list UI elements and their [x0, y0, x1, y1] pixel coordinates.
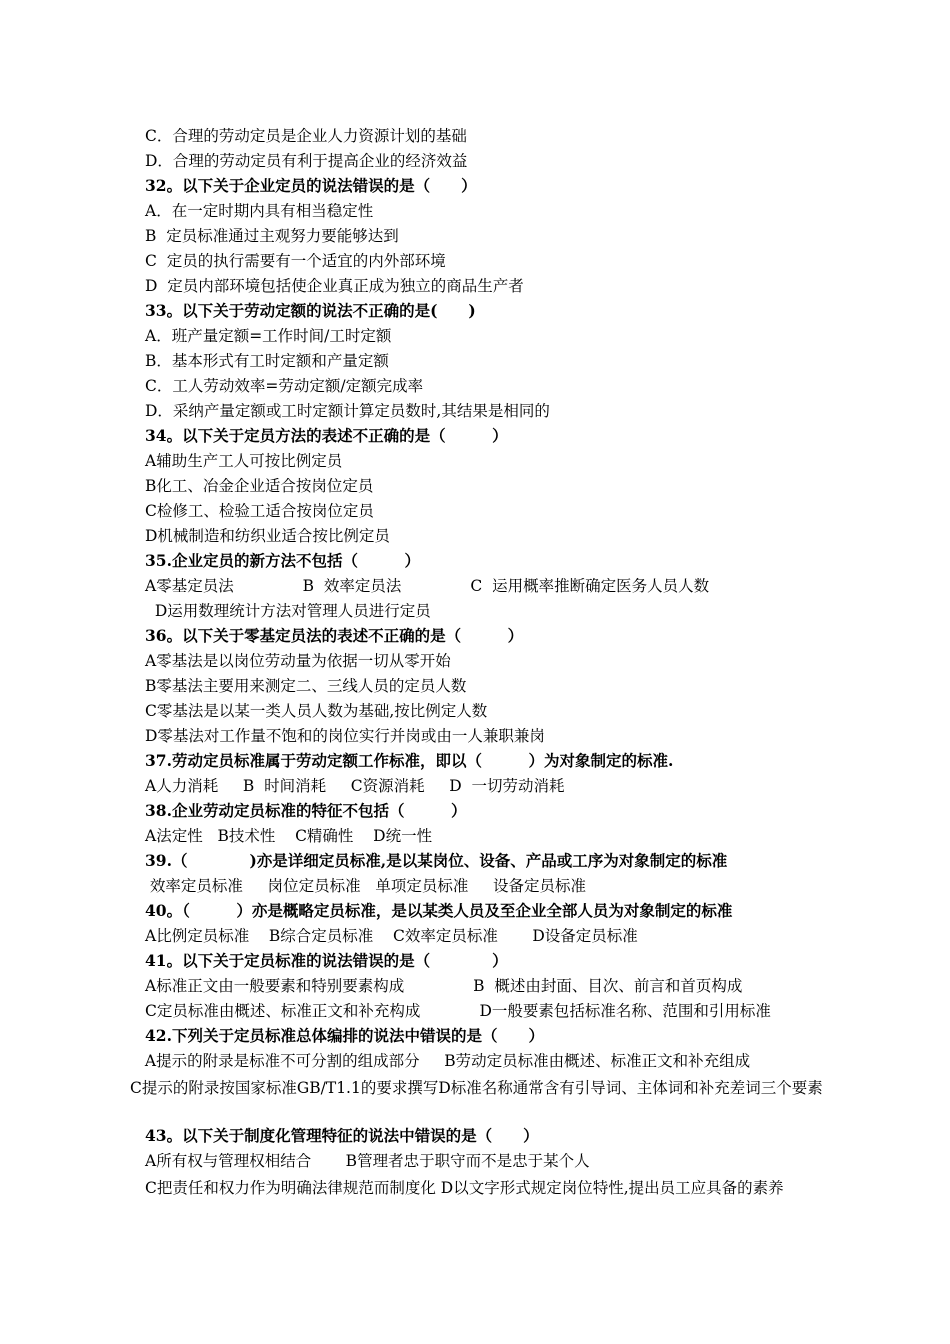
option-36b: B零基法主要用来测定二、三线人员的定员人数: [145, 677, 467, 695]
option-33a: A．班产量定额=工作时间/工时定额: [145, 327, 392, 345]
option-34a: A辅助生产工人可按比例定员: [145, 452, 343, 470]
option-34b: B化工、冶金企业适合按岗位定员: [145, 477, 374, 495]
question-39: 39.（ )亦是详细定员标准,是以某岗位、设备、产品或工序为对象制定的标准: [145, 851, 728, 870]
question-43: 43。以下关于制度化管理特征的说法中错误的是（ ）: [145, 1126, 539, 1145]
option-31c: C．合理的劳动定员是企业人力资源计划的基础: [145, 127, 467, 145]
question-40: 40。（ ）亦是概略定员标准，是以某类人员及至企业全部人员为对象制定的标准: [145, 901, 733, 920]
option-33c: C．工人劳动效率=劳动定额/定额完成率: [145, 377, 424, 395]
options-41ab: A标准正文由一般要素和特别要素构成 B 概述由封面、目次、前言和首页构成: [145, 977, 743, 995]
question-41: 41。以下关于定员标准的说法错误的是（ ）: [145, 951, 508, 970]
question-34: 34。以下关于定员方法的表述不正确的是（ ）: [145, 426, 508, 445]
options-42cd: C提示的附录按国家标准GB/T1.1的要求撰写D标准名称通常含有引导词、主体词和补充差词三个要素: [130, 1079, 823, 1097]
question-32: 32。以下关于企业定员的说法错误的是（ ）: [145, 176, 477, 195]
options-39: 效率定员标准 岗位定员标准 单项定员标准 设备定员标准: [145, 877, 586, 895]
option-34c: C检修工、检验工适合按岗位定员: [145, 502, 374, 520]
question-38: 38.企业劳动定员标准的特征不包括（ ）: [145, 801, 467, 820]
question-35: 35.企业定员的新方法不包括（ ）: [145, 551, 420, 570]
options-38: A法定性 B技术性 C精确性 D统一性: [145, 827, 433, 845]
option-32a: A．在一定时期内具有相当稳定性: [145, 202, 374, 220]
option-32c: C 定员的执行需要有一个适宜的内外部环境: [145, 252, 446, 270]
options-42ab: A提示的附录是标准不可分割的组成部分 B劳动定员标准由概述、标准正文和补充组成: [140, 1052, 751, 1070]
option-32d: D 定员内部环境包括使企业真正成为独立的商品生产者: [145, 277, 524, 295]
option-36a: A零基法是以岗位劳动量为依据一切从零开始: [145, 652, 451, 670]
option-33d: D．采纳产量定额或工时定额计算定员数时,其结果是相同的: [145, 402, 550, 420]
option-33b: B．基本形式有工时定额和产量定额: [145, 352, 389, 370]
option-36c: C零基法是以某一类人员人数为基础,按比例定人数: [145, 702, 488, 720]
options-43ab: A所有权与管理权相结合 B管理者忠于职守而不是忠于某个人: [145, 1152, 590, 1170]
option-35d: D运用数理统计方法对管理人员进行定员: [145, 602, 431, 620]
question-42: 42.下列关于定员标准总体编排的说法中错误的是（ ）: [145, 1026, 544, 1045]
options-37: A人力消耗 B 时间消耗 C资源消耗 D 一切劳动消耗: [145, 777, 565, 795]
question-36: 36。以下关于零基定员法的表述不正确的是（ ）: [145, 626, 524, 645]
options-41cd: C定员标准由概述、标准正文和补充构成 D一般要素包括标准名称、范围和引用标准: [145, 1002, 771, 1020]
option-32b: B 定员标准通过主观努力要能够达到: [145, 227, 399, 245]
question-33: 33。以下关于劳动定额的说法不正确的是( ): [145, 301, 476, 320]
option-34d: D机械制造和纺织业适合按比例定员: [145, 527, 390, 545]
question-37: 37.劳动定员标准属于劳动定额工作标准，即以（ ）为对象制定的标准.: [145, 751, 674, 770]
option-31d: D．合理的劳动定员有利于提高企业的经济效益: [145, 152, 468, 170]
options-43cd: C把责任和权力作为明确法律规范而制度化 D以文字形式规定岗位特性,提出员工应具备的素养: [145, 1179, 784, 1197]
options-35abc: A零基定员法 B 效率定员法 C 运用概率推断确定医务人员人数: [145, 577, 710, 595]
options-40: A比例定员标准 B综合定员标准 C效率定员标准 D设备定员标准: [145, 927, 638, 945]
option-36d: D零基法对工作量不饱和的岗位实行并岗或由一人兼职兼岗: [145, 727, 545, 745]
